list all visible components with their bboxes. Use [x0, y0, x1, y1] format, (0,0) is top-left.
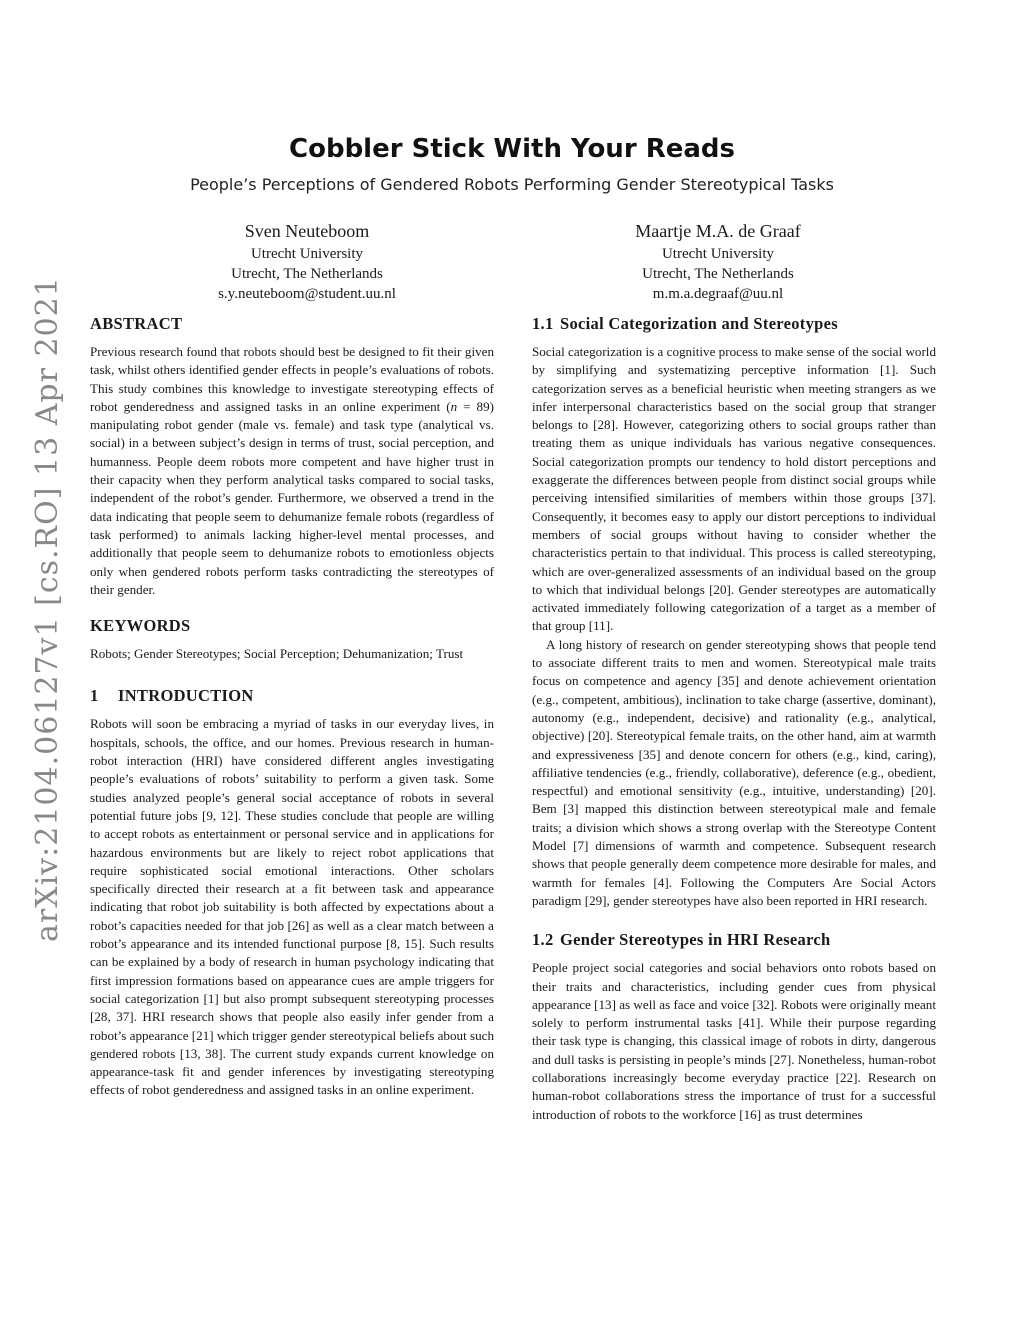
section-1-2-heading: 1.2 Gender Stereotypes in HRI Research: [532, 930, 831, 950]
section-1-1-heading: 1.1 Social Categorization and Stereotypes: [532, 314, 838, 333]
section-1-2-paragraph-1: People project social categories and social behaviors onto robots based on their traits and characteristics, including gender cues from physical appearance [13] as well as face and voice [32]. Robots were originally meant solely to perform instrumental tasks [41]. While their purpose regarding their task type is changing, this classical image of robots in dirty, dangerous and dull tasks is persisting in people’s minds [27]. Nonetheless, human-robot collaborations increasingly become everyday practice [22]. Research on human-robot collaborations stress the importance of trust for a successful introduction of robots to the workforce [16] as trust determines: [532, 960, 936, 1122]
abstract-text: Previous research found that robots should best be designed to fit their given task, whilst others identified gender effects in people’s evaluations of robots. This study combines this knowledge to investigate stereotyping effects of robot genderedness and assigned tasks in an online experiment (n = 89) manipulating robot gender (male vs. female) and task type (analytical vs. social) in a between subject’s design in terms of trust, social perception, and humanness. People deem robots more competent and have higher trust in their capacity when they perform analytical tasks compared to social tasks, independent of the robot’s gender. Furthermore, we observed a trend in the data indicating that people seem to dehumanize female robots (regardless of task performed) to animals lacking higher-level mental processes, and additionally that people seem to dehumanize robots to emotionless objects only when gendered robots perform tasks contradicting the stereotypes of their gender.: [90, 344, 494, 597]
arxiv-identifier: arXiv:2104.06127v1 [cs.RO] 13 Apr 2021: [30, 276, 65, 942]
author-block-2: [558, 219, 878, 304]
author-name: Maartje M.A. de Graaf: [635, 221, 801, 241]
section-1-1-paragraph-2: A long history of research on gender stereotyping shows that people tend to associate different traits to men and women. Stereotypical male traits focus on competence and agency [35] and denote achievement orientation (e.g., competent, ambitious), inclination to take charge (assertive, dominant), autonomy (e.g., independent, decisive) and rationality (e.g., analytical, objective) [20]. Stereotypical female traits, on the other hand, aim at warmth and expressiveness [35] and denote concern for others (e.g., kind, caring), affiliative tendencies (e.g., friendly, collaborative), deference (e.g., obedient, respectful) and emotional sensitivity (e.g., intuitive, understanding) [20]. Bem [3] mapped this distinction between stereotypical male and female traits; a division which shows a strong overlap with the Stereotype Content Model [7] dimensions of warmth and competence. Subsequent research shows that people generally deem competence more desirable for males, and warmth for females [4]. Following the Computers Are Social Actors paradigm [29], gender stereotypes have also been reported in HRI research.: [532, 636, 936, 908]
author-affiliation: Utrecht University: [250, 246, 364, 262]
author-block-1: [147, 219, 467, 304]
keywords-text: Robots; Gender Stereotypes; Social Perception; Dehumanization; Trust: [90, 646, 464, 662]
left-column: [90, 313, 494, 1100]
keywords-heading: KEYWORDS: [90, 616, 191, 636]
author-name: Sven Neuteboom: [244, 221, 370, 241]
author-affiliation: Utrecht University: [661, 246, 775, 262]
paper-title: Cobbler Stick With Your Reads: [289, 134, 735, 164]
author-location: Utrecht, The Netherlands: [642, 266, 794, 282]
introduction-text: Robots will soon be embracing a myriad of tasks in our everyday lives, in hospitals, schools, the office, and our homes. Previous research in human-robot interaction (HRI) have considered different angles investigating people’s evaluations of robots’ suitability to perform a given task. Some studies analyzed people’s general social acceptance of robots in several potential future jobs [9, 12]. These studies conclude that people are willing to accept robots as entertainment or personal service and in applications for hazardous environments but are likely to reject robot applications that require sophisticated social emotional interactions. Other scholars specifically directed their research at a fit between task and appearance indicating that robot job suitability is both affected by expectations about a robot’s capacities needed for that job [26] as well as a clear match between a robot’s appearance and its intended functional purpose [8, 15]. Such results can be explained by a body of research in human psychology indicating that first impression formations based on appearance cues are ample triggers for social categorization [1] but also prompt subsequent stereotyping processes [28, 37]. HRI research shows that people also easily infer gender from a robot’s appearance [21] which trigger gender stereotypical beliefs about such gendered robots [13, 38]. The current study expands current knowledge on appearance-task fit and gender inferences by investigating stereotyping effects of robot genderedness and assigned tasks in an online experiment.: [90, 716, 494, 1098]
introduction-heading: 1 INTRODUCTION: [90, 686, 254, 706]
author-email: m.m.a.degraaf@uu.nl: [652, 286, 784, 302]
abstract-heading: ABSTRACT: [90, 314, 183, 333]
section-1-1-paragraph-1: Social categorization is a cognitive process to make sense of the social world by simplifying and systematizing perceptive information [1]. Such categorization serves as a beneficial heuristic when meeting strangers as we infer interpersonal characteristics based on the social group that stranger belongs to [28]. However, categorizing others to social groups rather than treating them as unique individuals has various negative consequences. Social categorization prompts our tendency to hold distort perceptions and exaggerate the differences between people from distinct social groups while perceiving intensified similarities of members within those groups [37]. Consequently, it becomes easy to apply our distort perceptions to individual members of social groups without having to consider whether the characteristics pertain to that individual. This process is called stereotyping, which are over-generalized assessments of an individual based on the group to which that individual belongs [20]. Gender stereotypes are automatically activated immediately following categorization of a target as a member of that group [11].: [532, 344, 936, 634]
right-column: [532, 313, 936, 1124]
paper-subtitle: People’s Perceptions of Gendered Robots Performing Gender Stereotypical Tasks: [190, 175, 834, 194]
author-email: s.y.neuteboom@student.uu.nl: [218, 286, 396, 302]
author-location: Utrecht, The Netherlands: [231, 266, 383, 282]
